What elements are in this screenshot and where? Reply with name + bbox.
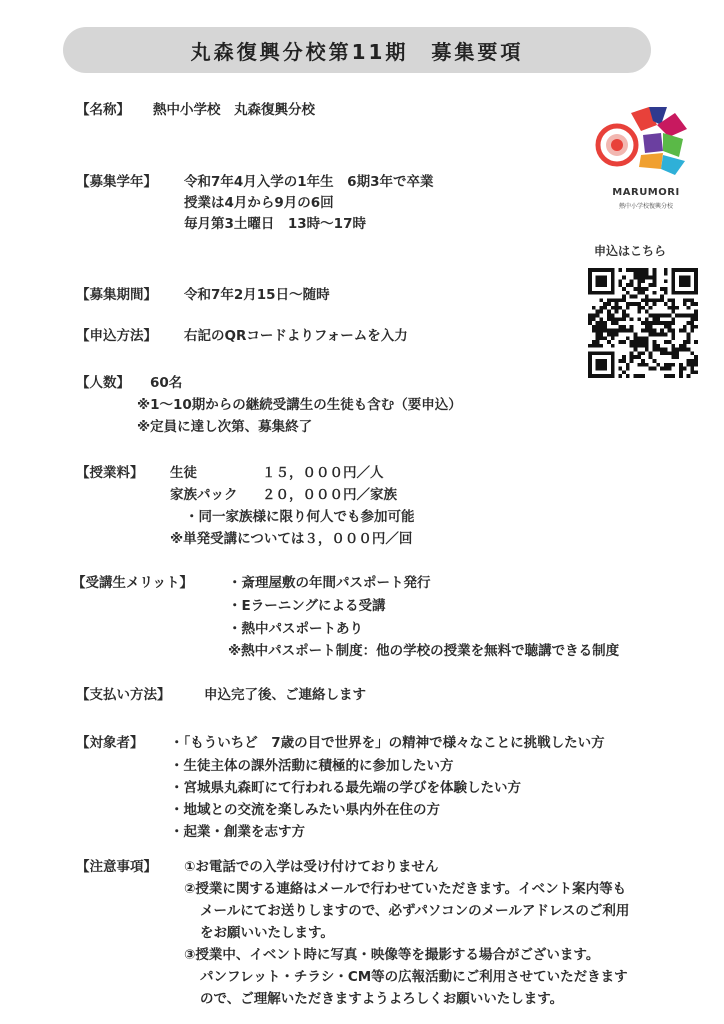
capacity-note: ※定員に達し次第、募集終了 xyxy=(137,419,313,435)
period-label: 【募集期間】 xyxy=(76,287,157,303)
notes-label: 【注意事項】 xyxy=(76,859,157,875)
merit-item: ・斎理屋敷の年間パスポート発行 xyxy=(228,575,431,591)
logo-mark-icon xyxy=(591,103,701,187)
merit-note: ※熱中パスポート制度：他の学校の授業を無料で聴講できる制度 xyxy=(228,643,620,659)
payment-label: 【支払い方法】 xyxy=(76,687,171,703)
grade-line: 令和7年4月入学の1年生 6期3年で卒業 xyxy=(184,174,434,190)
fee-single-note: ※単発受講については３，０００円／回 xyxy=(170,531,413,547)
target-item: ・宮城県丸森町にて行われる最先端の学びを体験したい方 xyxy=(170,780,521,796)
notes-line: パンフレット・チラシ・CM等の広報活動にご利用させていただきます xyxy=(200,969,628,985)
period-value: 令和7年2月15日〜随時 xyxy=(184,287,330,303)
target-item: ・生徒主体の課外活動に積極的に参加したい方 xyxy=(170,758,454,774)
fee-family-note: ・同一家族様に限り何人でも参加可能 xyxy=(185,509,415,525)
target-item: ・「もういちど 7歳の目で世界を」の精神で様々なことに挑戦したい方 xyxy=(170,735,605,751)
capacity-value: 60名 xyxy=(150,375,183,391)
logo-wordmark: MARUMORI xyxy=(612,187,680,198)
capacity-label: 【人数】 xyxy=(76,375,130,391)
notes-line: をお願いいたします。 xyxy=(200,925,334,941)
merit-item: ・Eラーニングによる受講 xyxy=(228,598,386,614)
target-label: 【対象者】 xyxy=(76,735,144,751)
logo-subtitle: 熱中小学校復興分校 xyxy=(618,203,673,210)
notes-line: メールにてお送りしますので、必ずパソコンのメールアドレスのご利用 xyxy=(200,903,630,919)
apply-label: 申込はこちら xyxy=(594,244,667,258)
grade-line: 授業は4月から9月の6回 xyxy=(184,195,334,211)
page-title: 丸森復興分校第11期 募集要項 xyxy=(63,27,651,73)
fee-family-label: 家族パック xyxy=(170,487,238,503)
notes-line: ①お電話での入学は受け付けておりません xyxy=(184,859,439,875)
notes-line: ので、ご理解いただきますようよろしくお願いいたします。 xyxy=(200,991,564,1007)
merit-item: ・熱中パスポートあり xyxy=(228,621,363,637)
fee-student-value: １５，０００円／人 xyxy=(262,465,384,481)
fee-label: 【授業料】 xyxy=(76,465,144,481)
payment-value: 申込完了後、ご連絡します xyxy=(204,687,366,703)
fee-student-label: 生徒 xyxy=(170,465,197,481)
target-item: ・起業・創業を志す方 xyxy=(170,824,305,840)
grade-label: 【募集学年】 xyxy=(76,174,157,190)
notes-line: ③授業中、イベント時に写真・映像等を撮影する場合がございます。 xyxy=(184,947,600,963)
grade-line: 毎月第3土曜日 13時〜17時 xyxy=(184,216,366,232)
qr-code-icon[interactable] xyxy=(588,268,698,378)
merits-label: 【受講生メリット】 xyxy=(72,575,193,591)
name-label: 【名称】 xyxy=(76,102,130,118)
method-value: 右記のQRコードよりフォームを入力 xyxy=(184,328,408,344)
method-label: 【申込方法】 xyxy=(76,328,157,344)
marumori-logo xyxy=(591,103,701,213)
name-value: 熱中小学校 丸森復興分校 xyxy=(153,102,315,118)
target-item: ・地域との交流を楽しみたい県内外在住の方 xyxy=(170,802,440,818)
fee-family-value: ２０，０００円／家族 xyxy=(262,487,397,503)
capacity-note: ※1〜10期からの継続受講生の生徒も含む（要申込） xyxy=(137,397,462,413)
notes-line: ②授業に関する連絡はメールで行わせていただきます。イベント案内等も xyxy=(184,881,627,897)
